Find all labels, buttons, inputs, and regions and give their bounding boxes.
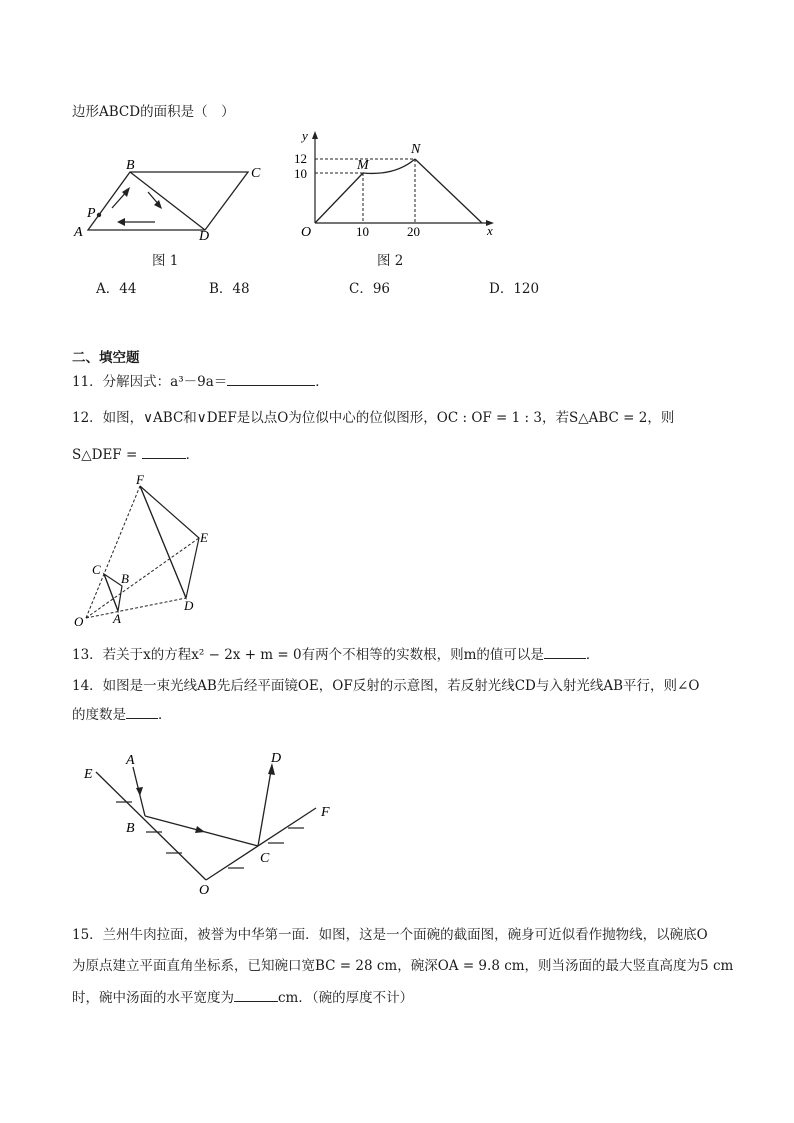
q15-line2: 为原点建立平面直角坐标系，已知碗口宽BC = 28 cm，碗深OA = 9.8 cm，则当汤面的最大竖直高度为5 cm xyxy=(72,958,734,974)
fig1-label-P: P xyxy=(87,206,96,221)
q12-label-A: A xyxy=(113,611,121,626)
fig2-label-10: 10 xyxy=(294,166,307,181)
q10-stem-tail: 边形ABCD的面积是（ ） xyxy=(72,104,235,120)
fig2-label-x: x xyxy=(487,223,493,238)
q10-option-b[interactable]: B．48 xyxy=(209,281,250,297)
fig2-label-M: M xyxy=(357,158,369,173)
q12-label-B: B xyxy=(121,571,129,586)
fig1-label-B: B xyxy=(126,158,135,173)
q10-fig2-caption: 图 2 xyxy=(377,253,404,269)
q11-answer-blank[interactable] xyxy=(227,372,315,386)
fig2-label-y: y xyxy=(302,128,308,143)
q13: 13．若关于x的方程x² − 2x + m = 0有两个不相等的实数根，则m的值可以是 ． xyxy=(72,647,600,663)
q14-line2: 的度数是 ． xyxy=(72,707,172,723)
q11: 11．分解因式：a³－9a＝ ． xyxy=(72,374,329,390)
q15-line1: 15．兰州牛肉拉面，被誉为中华第一面．如图，这是一个面碗的截面图，碗身可近似看作抛物线，以碗底O xyxy=(72,927,708,943)
q10-option-d[interactable]: D．120 xyxy=(489,281,540,297)
fig2-label-N: N xyxy=(411,142,421,157)
q10-fig1-caption: 图 1 xyxy=(152,253,179,269)
q14-label-O: O xyxy=(199,883,210,898)
fig1-label-A: A xyxy=(74,225,83,240)
section-2-title: 二、填空题 xyxy=(72,350,140,366)
q12-label-E: E xyxy=(200,530,208,545)
q14-label-A: A xyxy=(126,753,135,768)
q10-figure-2 xyxy=(290,128,510,248)
fig1-label-D: D xyxy=(199,229,210,244)
fig2-label-x10: 10 xyxy=(356,224,369,239)
q12-label-D: D xyxy=(184,598,194,613)
q13-answer-blank[interactable] xyxy=(544,645,586,659)
q14-label-C: C xyxy=(260,851,270,866)
q14-figure xyxy=(82,750,352,898)
q10-option-a[interactable]: A．44 xyxy=(96,281,137,297)
q12: 12．如图，∨ABC和∨DEF是以点O为位似中心的位似图形，OC : OF = 1 : 3，若S△ABC = 2，则 xyxy=(72,410,675,426)
fig2-label-x20: 20 xyxy=(407,224,420,239)
q14-label-D: D xyxy=(271,751,282,766)
fig2-label-O: O xyxy=(301,225,312,240)
q10-option-c[interactable]: C．96 xyxy=(349,281,391,297)
q14-label-E: E xyxy=(84,767,93,782)
q15-answer-blank[interactable] xyxy=(234,988,278,1002)
q14-line1: 14．如图是一束光线AB先后经平面镜OE，OF反射的示意图，若反射光线CD与入射光线AB平行，则∠O xyxy=(72,678,700,694)
q14-answer-blank[interactable] xyxy=(126,705,158,719)
q14-label-F: F xyxy=(321,805,330,820)
q12-figure xyxy=(72,472,212,629)
q12-label-O: O xyxy=(74,614,84,629)
q15-line3: 时，碗中汤面的水平宽度为 cm．（碗的厚度不计） xyxy=(72,990,414,1006)
q12-answer-blank[interactable] xyxy=(142,445,186,459)
q12-label-F: F xyxy=(136,472,144,487)
fig1-label-C: C xyxy=(251,166,261,181)
fig2-label-12: 12 xyxy=(294,151,307,166)
q14-label-B: B xyxy=(126,821,135,836)
q12-line2: S△DEF = ． xyxy=(72,447,200,463)
q12-label-C: C xyxy=(92,562,101,577)
